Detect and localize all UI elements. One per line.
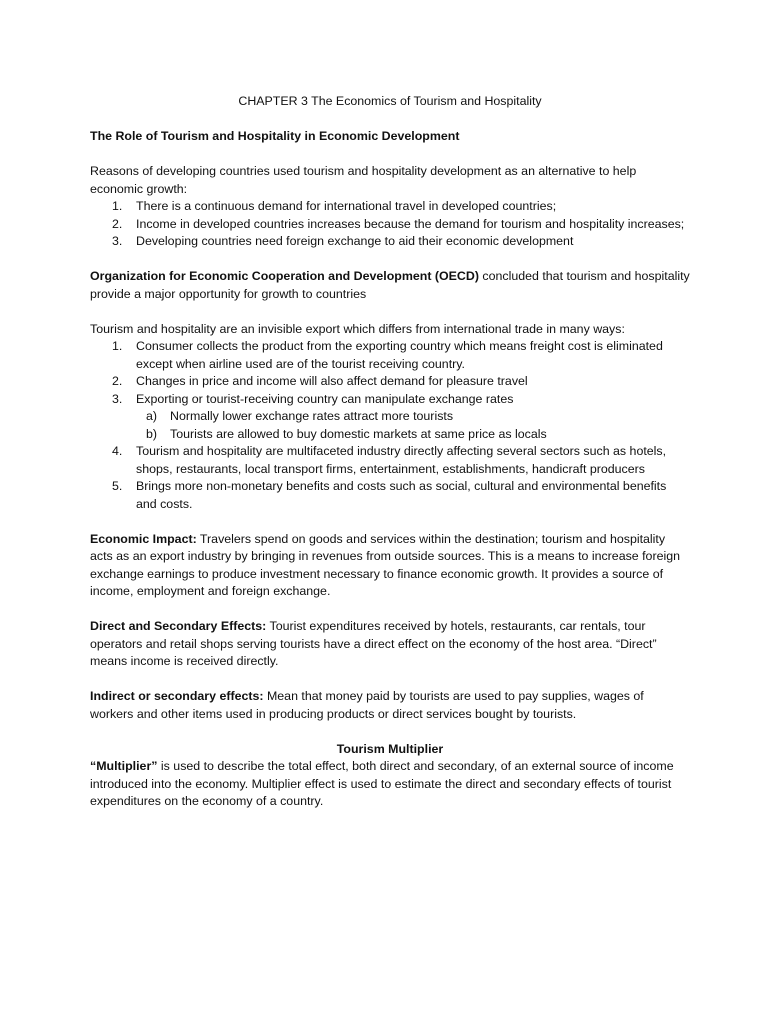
list-text: Income in developed countries increases because the demand for tourism and hospitality increases; [136, 216, 685, 231]
economic-impact-term: Economic Impact: [90, 531, 197, 546]
list-text: Exporting or tourist-receiving country can manipulate exchange rates [136, 391, 514, 406]
sublist-text: Tourists are allowed to buy domestic markets at same price as locals [170, 426, 547, 441]
list-text: Brings more non-monetary benefits and costs such as social, cultural and environmental benefits and costs. [136, 479, 667, 511]
list-text: Developing countries need foreign exchange to aid their economic development [136, 234, 574, 248]
reasons-intro: Reasons of developing countries used tourism and hospitality development as an alternative to help economic growth: [90, 164, 637, 196]
direct-effects-paragraph [90, 618, 690, 671]
sublist-item [90, 408, 690, 426]
sublist-item [90, 426, 690, 444]
reasons-list [90, 198, 690, 251]
direct-effects-term: Direct and Secondary Effects: [90, 619, 267, 633]
list-item [90, 443, 690, 478]
economic-impact-text: Travelers spend on goods and services within the destination; tourism and hospitality acts as an export industry by bringing in revenues from outside sources. This is a means to increase foreign exchange earnings to produce investment necessary to finance economic growth. It provides a source of income, employment and foreign exchange. [90, 531, 681, 598]
list-number: 3. [112, 391, 123, 406]
chapter-title: CHAPTER 3 The Economics of Tourism and Hospitality [238, 94, 542, 108]
multiplier-heading: Tourism Multiplier [336, 741, 444, 756]
direct-effects-text: Tourist expenditures received by hotels, restaurants, car rentals, tour operators and retail shops serving tourists have a direct effect on the economy of the host area. “Direct” means income is received directly. [90, 619, 657, 668]
list-item [90, 198, 690, 216]
document-page [90, 93, 690, 811]
list-number: 3. [112, 234, 123, 248]
sublist-text: Normally lower exchange rates attract more tourists [170, 409, 454, 423]
export-list-continued [90, 443, 690, 513]
list-item [90, 373, 690, 391]
list-number: 2. [112, 374, 123, 388]
oecd-text: concluded that tourism and hospitality provide a major opportunity for growth to countries [90, 269, 690, 301]
list-item [90, 233, 690, 251]
multiplier-paragraph [90, 758, 690, 811]
list-item [90, 391, 690, 409]
list-number: 4. [112, 444, 123, 458]
list-number: 1. [112, 199, 123, 213]
list-text: Changes in price and income will also affect demand for pleasure travel [136, 374, 528, 388]
list-item [90, 478, 690, 513]
list-number: 2. [112, 216, 123, 231]
section-heading: The Role of Tourism and Hospitality in Economic Development [90, 129, 460, 143]
export-list [90, 338, 690, 408]
multiplier-term: “Multiplier” [90, 759, 158, 773]
economic-impact-paragraph [90, 531, 690, 601]
indirect-effects-paragraph [90, 688, 690, 723]
exchange-rate-sublist [90, 408, 690, 443]
list-text: There is a continuous demand for international travel in developed countries; [136, 199, 557, 213]
list-item [90, 338, 690, 373]
list-text: Tourism and hospitality are multifaceted industry directly affecting several sectors such as hotels, shops, restaurants, local transport firms, entertainment, establishments, handicraft producers [136, 444, 667, 476]
sublist-letter: a) [146, 409, 158, 423]
export-intro: Tourism and hospitality are an invisible export which differs from international trade in many ways: [90, 321, 625, 336]
indirect-effects-term: Indirect or secondary effects: [90, 689, 264, 703]
oecd-paragraph [90, 268, 690, 303]
list-number: 5. [112, 479, 123, 493]
indirect-effects-text: Mean that money paid by tourists are used to pay supplies, wages of workers and other items used in producing products or direct services bought by tourists. [90, 689, 644, 721]
oecd-term: Organization for Economic Cooperation and Development (OECD) [90, 269, 479, 283]
list-text: Consumer collects the product from the exporting country which means freight cost is eliminated except when airline used are of the tourist receiving country. [136, 339, 663, 371]
list-number: 1. [112, 339, 123, 353]
sublist-letter: b) [146, 426, 158, 441]
list-item [90, 216, 690, 234]
multiplier-text: is used to describe the total effect, both direct and secondary, of an external source of income introduced into the economy. Multiplier effect is used to estimate the direct and secondary effects of tourist expenditures on the economy of a country. [90, 759, 674, 808]
